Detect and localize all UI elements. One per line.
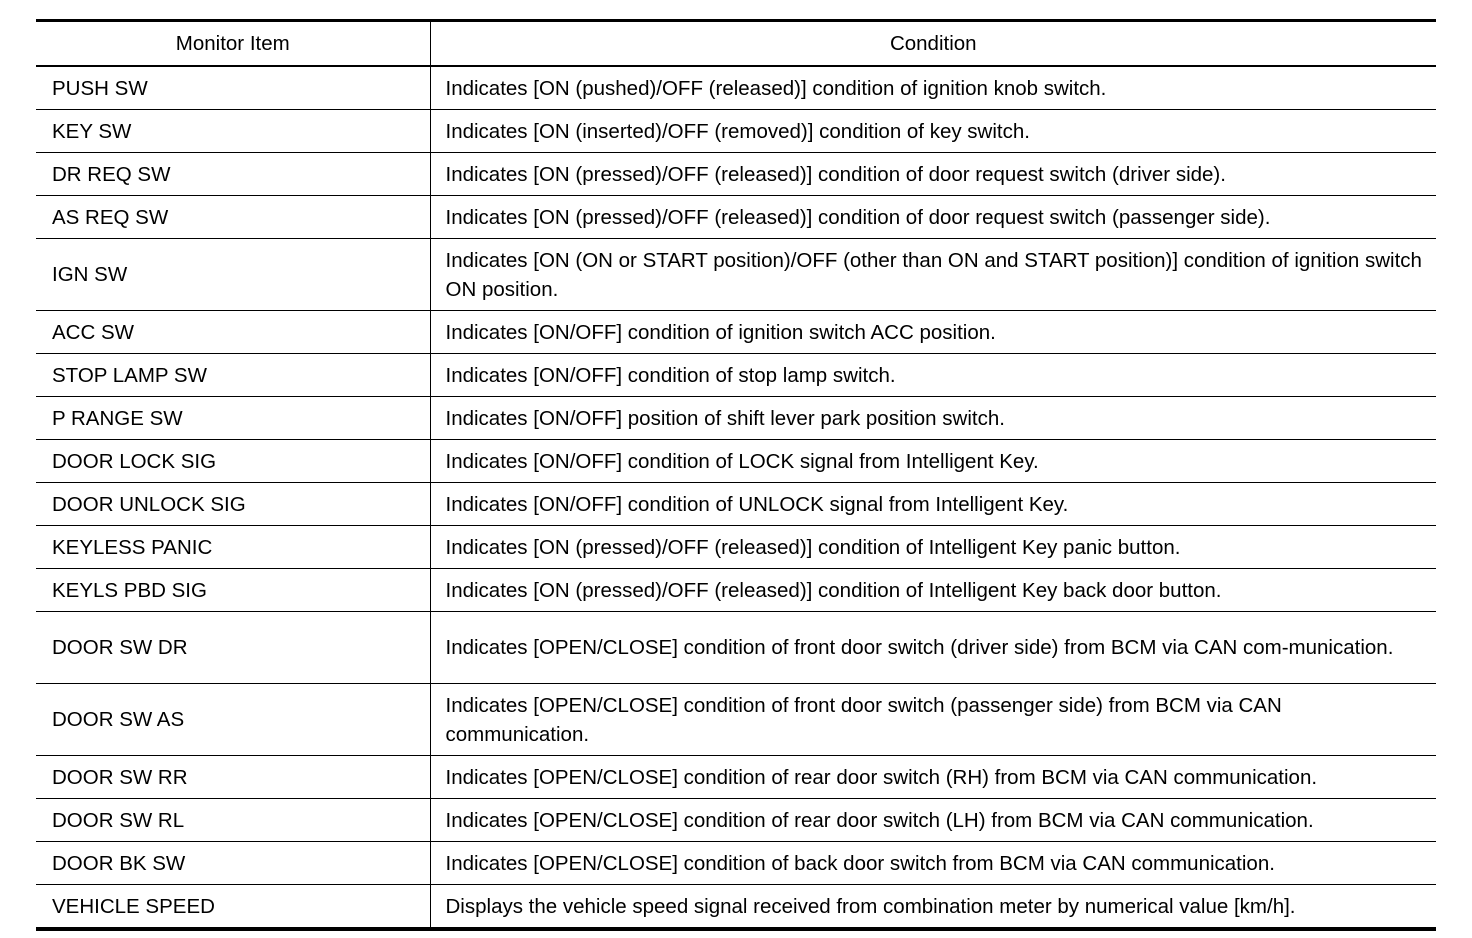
table-row xyxy=(36,483,1436,526)
monitor-item-cell: DOOR SW RR xyxy=(36,756,430,799)
header-condition: Condition xyxy=(430,21,1436,67)
monitor-item-cell: DOOR BK SW xyxy=(36,842,430,885)
condition-cell: Indicates [OPEN/CLOSE] condition of front door switch (driver side) from BCM via CAN com-munication. xyxy=(430,612,1436,684)
monitor-item-cell: IGN SW xyxy=(36,239,430,311)
monitor-item-cell: DOOR LOCK SIG xyxy=(36,440,430,483)
monitor-item-table xyxy=(36,19,1436,931)
monitor-item-cell: DOOR SW AS xyxy=(36,684,430,756)
table-row xyxy=(36,397,1436,440)
table-row xyxy=(36,196,1436,239)
condition-cell: Indicates [OPEN/CLOSE] condition of front door switch (passenger side) from BCM via CAN communication. xyxy=(430,684,1436,756)
table-row xyxy=(36,311,1436,354)
monitor-item-cell: DOOR SW DR xyxy=(36,612,430,684)
table-row xyxy=(36,526,1436,569)
monitor-item-cell: KEYLESS PANIC xyxy=(36,526,430,569)
table-row xyxy=(36,756,1436,799)
table-row xyxy=(36,440,1436,483)
condition-cell: Indicates [OPEN/CLOSE] condition of rear door switch (LH) from BCM via CAN communication. xyxy=(430,799,1436,842)
condition-cell: Indicates [ON (pressed)/OFF (released)] condition of Intelligent Key back door button. xyxy=(430,569,1436,612)
table-row xyxy=(36,612,1436,684)
table-row xyxy=(36,569,1436,612)
condition-cell: Indicates [OPEN/CLOSE] condition of back door switch from BCM via CAN communication. xyxy=(430,842,1436,885)
monitor-item-cell: PUSH SW xyxy=(36,66,430,110)
table-row xyxy=(36,799,1436,842)
monitor-item-cell: DOOR SW RL xyxy=(36,799,430,842)
condition-cell: Indicates [ON (pressed)/OFF (released)] condition of door request switch (passenger side). xyxy=(430,196,1436,239)
table-row xyxy=(36,66,1436,110)
condition-cell: Indicates [ON (pressed)/OFF (released)] condition of door request switch (driver side). xyxy=(430,153,1436,196)
table-row xyxy=(36,354,1436,397)
condition-cell: Indicates [ON/OFF] condition of stop lamp switch. xyxy=(430,354,1436,397)
monitor-item-cell: KEYLS PBD SIG xyxy=(36,569,430,612)
condition-cell: Indicates [ON/OFF] condition of UNLOCK signal from Intelligent Key. xyxy=(430,483,1436,526)
table-row xyxy=(36,684,1436,756)
condition-cell: Displays the vehicle speed signal received from combination meter by numerical value [km/h]. xyxy=(430,885,1436,930)
condition-cell: Indicates [OPEN/CLOSE] condition of rear door switch (RH) from BCM via CAN communication. xyxy=(430,756,1436,799)
table-row xyxy=(36,153,1436,196)
table-row xyxy=(36,239,1436,311)
monitor-item-cell: AS REQ SW xyxy=(36,196,430,239)
condition-cell: Indicates [ON/OFF] condition of ignition switch ACC position. xyxy=(430,311,1436,354)
monitor-item-cell: DOOR UNLOCK SIG xyxy=(36,483,430,526)
monitor-item-table-container xyxy=(36,19,1436,931)
header-monitor-item: Monitor Item xyxy=(36,21,430,67)
table-row xyxy=(36,110,1436,153)
condition-cell: Indicates [ON (pressed)/OFF (released)] condition of Intelligent Key panic button. xyxy=(430,526,1436,569)
condition-cell: Indicates [ON/OFF] condition of LOCK signal from Intelligent Key. xyxy=(430,440,1436,483)
table-row xyxy=(36,842,1436,885)
condition-cell: Indicates [ON (inserted)/OFF (removed)] condition of key switch. xyxy=(430,110,1436,153)
monitor-item-cell: DR REQ SW xyxy=(36,153,430,196)
condition-cell: Indicates [ON/OFF] position of shift lever park position switch. xyxy=(430,397,1436,440)
monitor-item-cell: ACC SW xyxy=(36,311,430,354)
monitor-item-cell: VEHICLE SPEED xyxy=(36,885,430,930)
condition-cell: Indicates [ON (pushed)/OFF (released)] condition of ignition knob switch. xyxy=(430,66,1436,110)
table-header-row xyxy=(36,21,1436,67)
table-row xyxy=(36,885,1436,930)
condition-cell: Indicates [ON (ON or START position)/OFF (other than ON and START position)] condition of ignition switch ON position. xyxy=(430,239,1436,311)
monitor-item-cell: P RANGE SW xyxy=(36,397,430,440)
monitor-item-cell: STOP LAMP SW xyxy=(36,354,430,397)
monitor-item-cell: KEY SW xyxy=(36,110,430,153)
